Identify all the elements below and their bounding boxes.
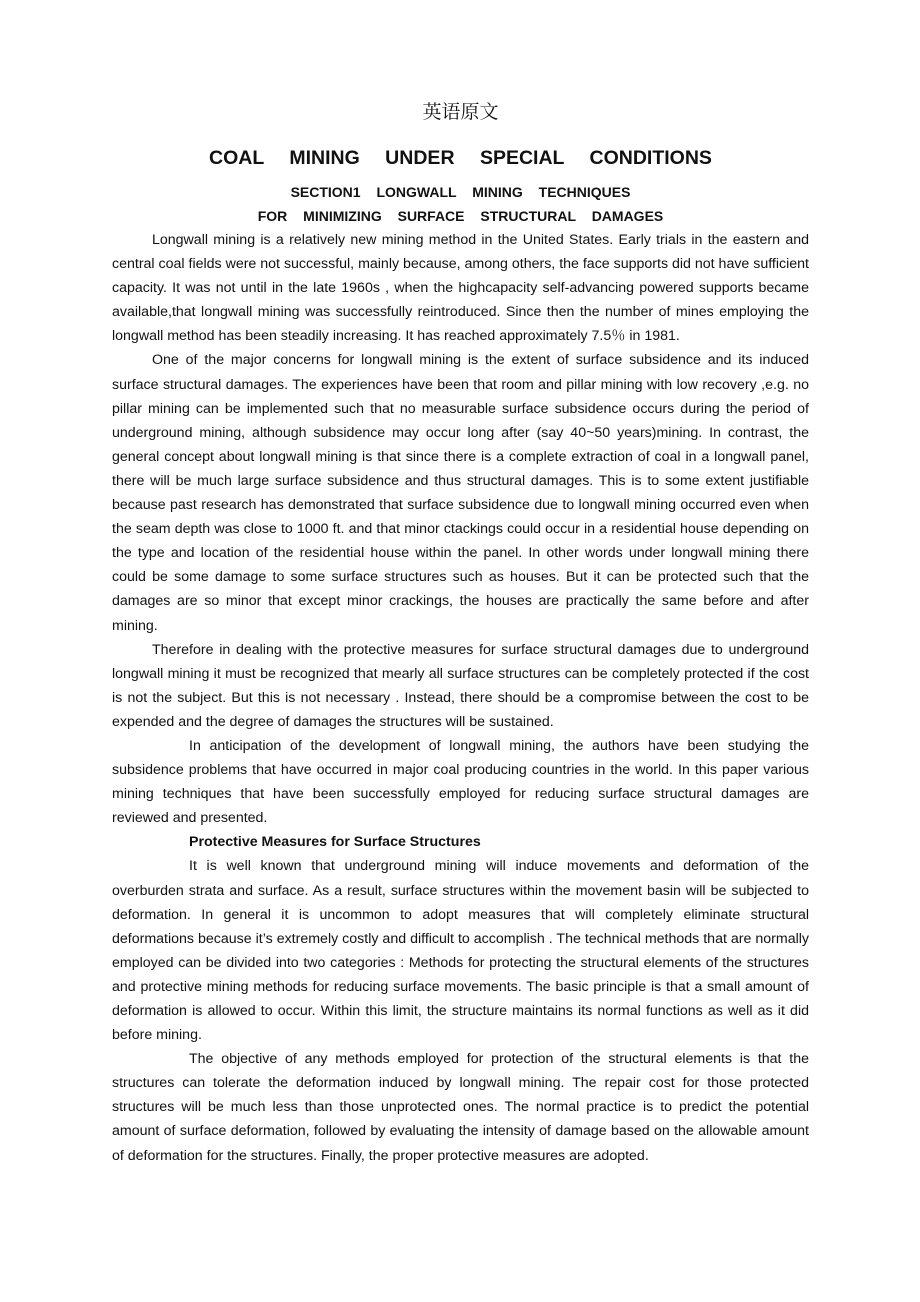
subheading: Protective Measures for Surface Structures	[189, 834, 481, 851]
section-title-line2: FOR MINIMIZING SURFACE STRUCTURAL DAMAGES	[257, 208, 664, 224]
chinese-title: 英语原文	[422, 101, 499, 123]
paragraph: Therefore in dealing with the protective measures for surface structural damages due to underground longwall mining it must be recognized that mearly all surface structures can be completely protected if the cost is not the subject. But this is not necessary . Instead, there should be a compromise between the cost to be expended and the degree of damages the structures will be sustained.	[112, 641, 809, 730]
paragraph: It is well known that underground mining will induce movements and deformation of the overburden strata and surface. As a result, surface structures within the movement basin will be subjected to deformation. In general it is uncommon to adopt measures that will completely eliminate structural deformations because it’s extremely costly and difficult to accomplish . The technical methods that are normally employed can be divided into two categories : Methods for protecting the structural elements of the structures and protective mining methods for reducing surface movements. The basic principle is that a small amount of deformation is allowed to occur. Within this limit, the structure maintains its normal functions as well as it did before mining.	[112, 858, 809, 1044]
main-title: COAL MINING UNDER SPECIAL CONDITIONS	[209, 147, 712, 169]
document-page	[112, 98, 809, 1168]
section-title-line1: SECTION1 LONGWALL MINING TECHNIQUES	[290, 184, 631, 200]
paragraph: In anticipation of the development of longwall mining, the authors have been studying the subsidence problems that have occurred in major coal producing countries in the world. In this paper various mining techniques that have been successfully employed for reducing surface structural damages are reviewed and presented.	[112, 737, 809, 827]
paragraph: The objective of any methods employed for protection of the structural elements is that the structures can tolerate the deformation induced by longwall mining. The repair cost for those protected structures will be much less than those unprotected ones. The normal practice is to predict the potential amount of surface deformation, followed by evaluating the intensity of damage based on the allowable amount of deformation for the structures. Finally, the proper protective measures are adopted.	[112, 1051, 809, 1164]
paragraph: Longwall mining is a relatively new mining method in the United States. Early trials in the eastern and central coal fields were not successful, mainly because, among others, the face supports did not have sufficient capacity. It was not until in the late 1960s , when the highcapacity self-advancing powered supports became available,that longwall mining was successfully reintroduced. Since then the number of mines employing the longwall method has been steadily increasing. It has reached approximately 7.5％ in 1981.	[112, 232, 809, 345]
paragraph: One of the major concerns for longwall mining is the extent of surface subsidence and its induced surface structural damages. The experiences have been that room and pillar mining with low recovery ,e.g. no pillar mining can be implemented such that no measurable surface subsidence occurs during the period of underground mining, although subsidence may occur long after (say 40~50 years)mining. In contrast, the general concept about longwall mining is that since there is a complete extraction of coal in a longwall panel, there will be much large surface subsidence and thus structural damages. This is to some extent justifiable because past research has demonstrated that surface subsidence due to longwall mining occurred even when the seam depth was close to 1000 ft. and that minor ctackings could occur in a residential house depending on the type and location of the residential house within the panel. In other words under longwall mining there could be some damage to some surface structures such as houses. But it can be protected such that the damages are so minor that except minor crackings, the houses are practically the same before and after mining.	[112, 352, 809, 634]
